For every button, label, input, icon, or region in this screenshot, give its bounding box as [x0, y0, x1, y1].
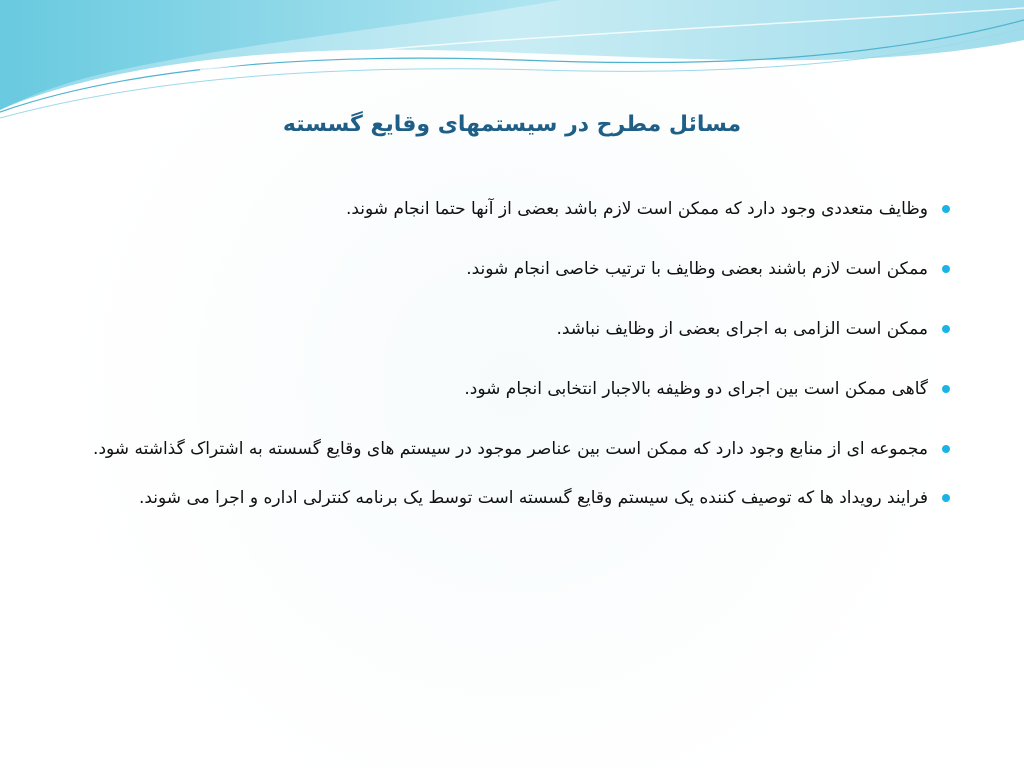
- bullet-dot-icon: [942, 494, 950, 502]
- bullet-dot-icon: [942, 265, 950, 273]
- bullet-text: وظایف متعددی وجود دارد که ممکن است لازم باشد بعضی از آنها حتما انجام شوند.: [345, 199, 928, 219]
- bullet-text: مجموعه ای از منابع وجود دارد که ممکن است بین عناصر موجود در سیستم های وقایع گسسته به اشتراک گذاشته شود.: [93, 439, 928, 459]
- bullet-item: [80, 470, 940, 527]
- bullet-dot-icon: [942, 445, 950, 453]
- header-wave-decoration: [0, 0, 1024, 130]
- slide-title: مسائل مطرح در سیستمهای وقایع گسسته: [282, 112, 742, 137]
- bullet-item: [80, 255, 940, 283]
- bullet-item: [80, 315, 940, 343]
- bullet-dot-icon: [942, 325, 950, 333]
- bullet-text: گاهی ممکن است بین اجرای دو وظیفه بالاجبار انتخابی انجام شود.: [464, 379, 928, 399]
- bullet-text: ممکن است الزامی به اجرای بعضی از وظایف نباشد.: [556, 319, 928, 339]
- bullet-list: [80, 195, 940, 533]
- bullet-dot-icon: [942, 205, 950, 213]
- bullet-text: فرایند رویداد ها که توصیف کننده یک سیستم وقایع گسسته است توسط یک برنامه کنترلی اداره و اجرا می شوند.: [138, 488, 928, 508]
- bullet-item: [80, 375, 940, 403]
- bullet-item: [80, 195, 940, 223]
- bullet-dot-icon: [942, 385, 950, 393]
- bullet-text: ممکن است لازم باشند بعضی وظایف با ترتیب خاصی انجام شوند.: [466, 259, 928, 279]
